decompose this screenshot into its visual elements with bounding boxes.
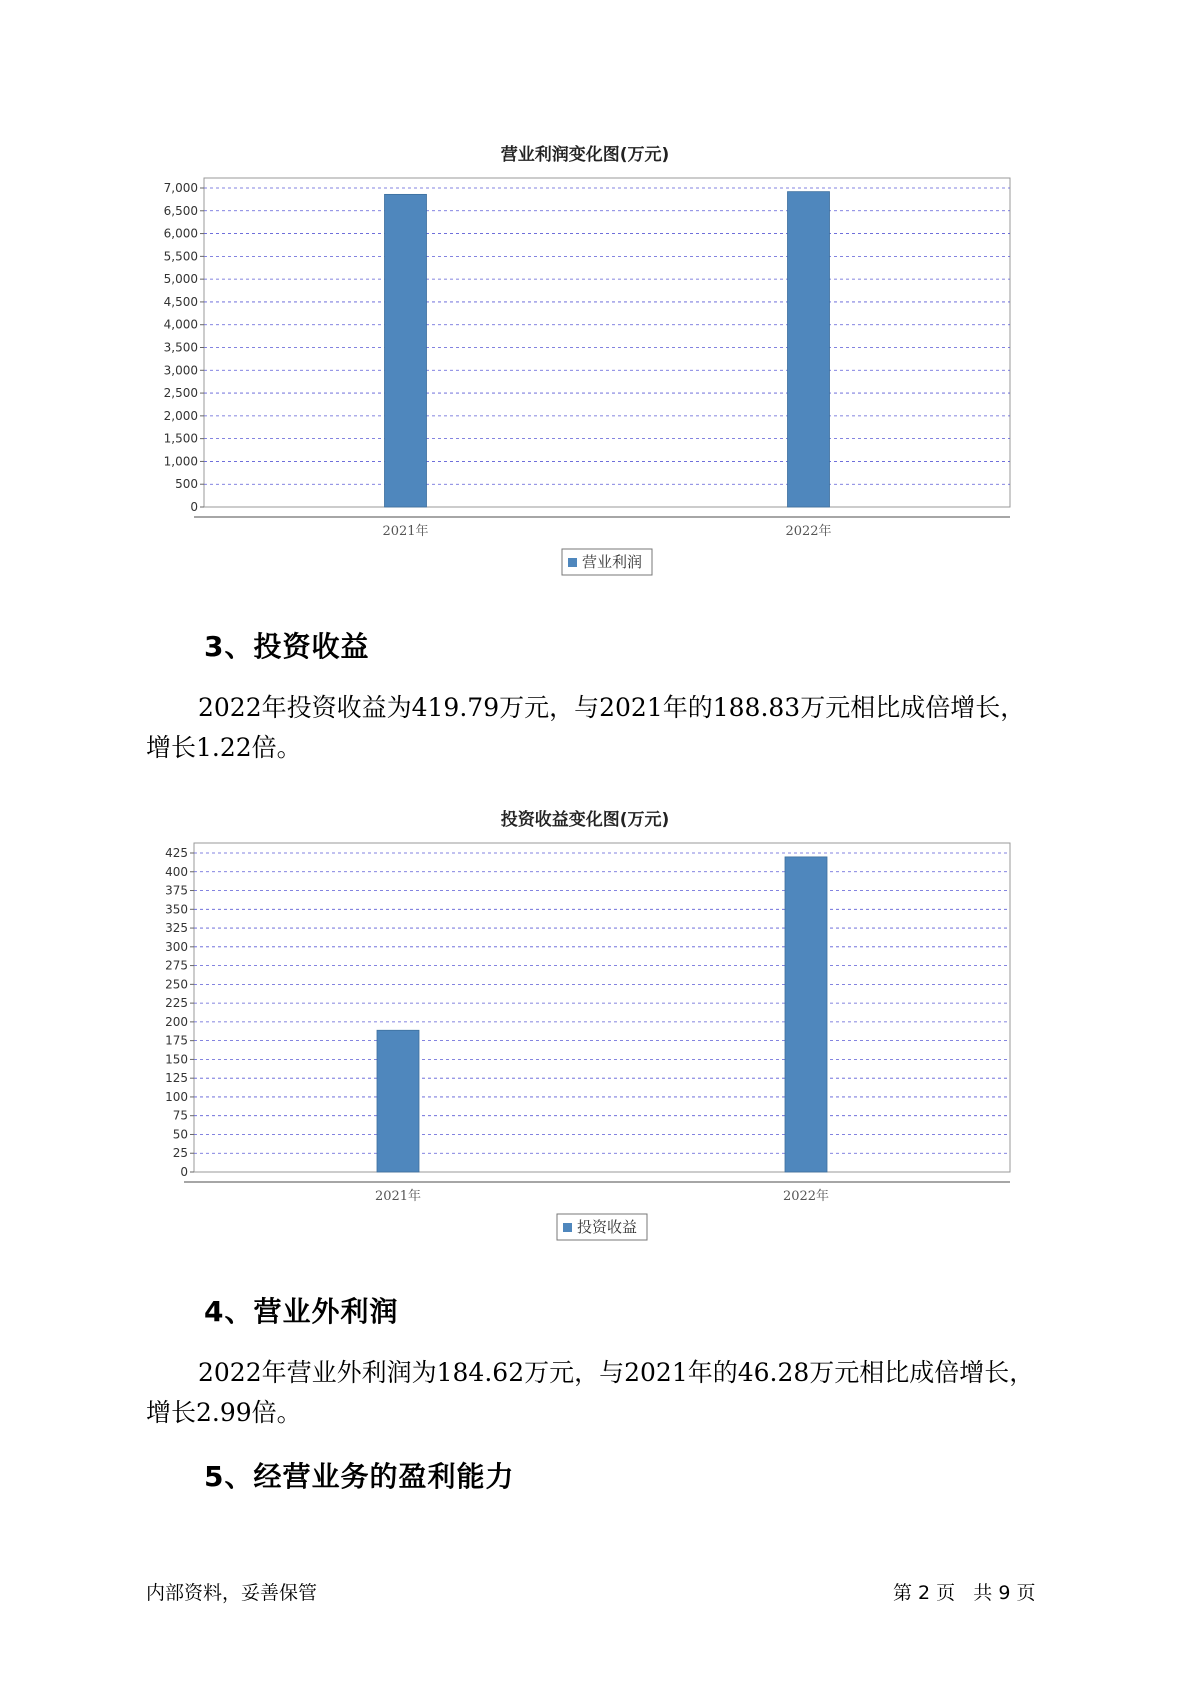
bar [377, 1030, 419, 1172]
investment-income-chart [150, 805, 1020, 1265]
y-tick-label: 325 [165, 921, 188, 936]
section-heading-profitability: 5、经营业务的盈利能力 [204, 1460, 515, 1493]
legend-label: 投资收益 [577, 1218, 638, 1236]
y-tick-label: 2,000 [163, 408, 198, 423]
y-tick-label: 4,500 [163, 294, 198, 309]
y-tick-label: 1,500 [163, 431, 198, 446]
y-tick-label: 50 [172, 1127, 188, 1142]
plot-area [204, 178, 1010, 507]
x-tick-label: 2021年 [374, 1189, 422, 1204]
section-heading-non-operating: 4、营业外利润 [204, 1295, 399, 1328]
chart-svg [150, 835, 1020, 1275]
y-tick-label: 0 [180, 1165, 188, 1179]
y-tick-label: 375 [165, 883, 188, 898]
x-tick-label: 2021年 [382, 524, 429, 539]
y-tick-label: 500 [175, 477, 198, 492]
footer-confidential: 内部资料，妥善保管 [146, 1582, 318, 1604]
y-tick-label: 25 [172, 1146, 188, 1161]
x-tick-label: 2022年 [785, 524, 832, 539]
y-tick-label: 2,500 [163, 386, 198, 401]
y-tick-label: 4,000 [163, 317, 198, 332]
legend-swatch [563, 1223, 572, 1232]
bar [385, 194, 427, 507]
y-tick-label: 300 [165, 939, 188, 954]
y-tick-label: 400 [165, 864, 188, 879]
paragraph-investment [146, 688, 1076, 768]
chart-svg [150, 170, 1020, 610]
bar [785, 857, 827, 1172]
y-tick-label: 350 [165, 902, 188, 917]
y-tick-label: 150 [165, 1052, 188, 1067]
y-tick-label: 100 [165, 1089, 188, 1104]
y-tick-label: 3,500 [163, 340, 198, 355]
y-tick-label: 5,500 [163, 249, 198, 264]
section-heading-investment: 3、投资收益 [204, 630, 370, 663]
y-tick-label: 1,000 [163, 454, 198, 469]
y-tick-label: 7,000 [163, 181, 198, 195]
y-tick-label: 425 [165, 846, 188, 860]
y-tick-label: 275 [165, 958, 188, 973]
plot-area [194, 843, 1010, 1172]
x-tick-label: 2022年 [782, 1189, 830, 1204]
legend-swatch [568, 558, 577, 567]
legend-label: 营业利润 [582, 553, 643, 571]
paragraph-line: 增长1.22倍。 [146, 733, 302, 762]
chart-title: 营业利润变化图(万元) [500, 145, 670, 165]
y-tick-label: 175 [165, 1033, 188, 1048]
y-tick-label: 75 [172, 1108, 188, 1123]
footer-page-number: 第 2 页 共 9 页 [893, 1582, 1036, 1604]
paragraph-line: 2022年投资收益为419.79万元，与2021年的188.83万元相比成倍增长， [198, 693, 1026, 722]
y-tick-label: 6,500 [163, 203, 198, 218]
y-tick-label: 225 [165, 996, 188, 1011]
y-tick-label: 6,000 [163, 226, 198, 241]
paragraph-non-operating [146, 1353, 1076, 1433]
bar [788, 192, 830, 507]
y-tick-label: 0 [190, 500, 198, 514]
paragraph-line: 增长2.99倍。 [146, 1398, 302, 1427]
y-tick-label: 200 [165, 1014, 188, 1029]
operating-profit-chart [150, 140, 1020, 600]
y-tick-label: 3,000 [163, 363, 198, 378]
y-tick-label: 125 [165, 1071, 188, 1086]
chart-title: 投资收益变化图(万元) [500, 810, 670, 830]
y-tick-label: 250 [165, 977, 188, 992]
paragraph-line: 2022年营业外利润为184.62万元，与2021年的46.28万元相比成倍增长， [198, 1358, 1035, 1387]
y-tick-label: 5,000 [163, 272, 198, 287]
